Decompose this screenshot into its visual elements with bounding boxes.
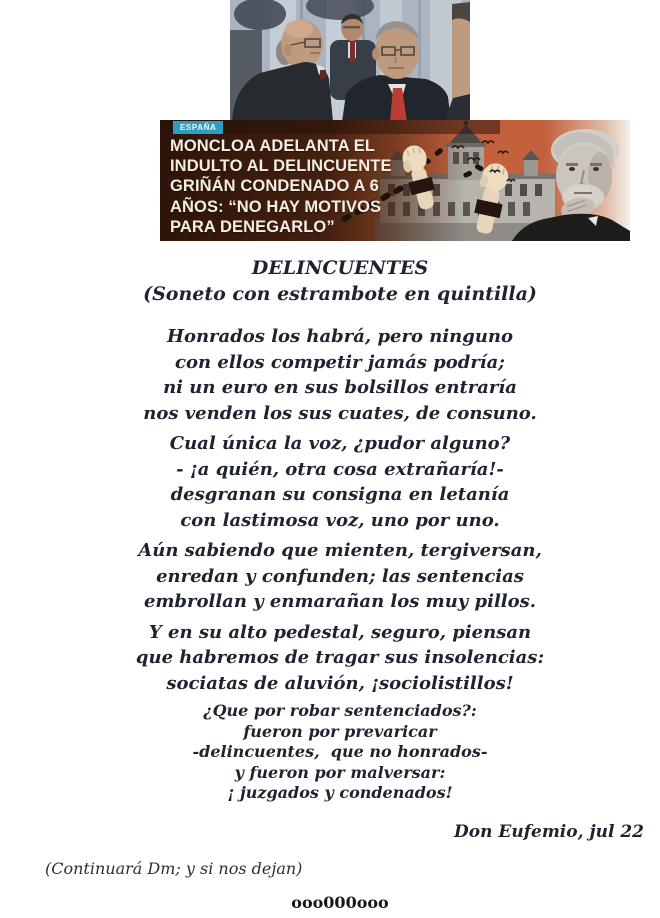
section-tag: ESPAÑA bbox=[173, 121, 223, 134]
stanza-1 bbox=[20, 324, 660, 426]
poem-line: Honrados los habrá, pero ninguno bbox=[166, 326, 514, 347]
poem-line: ¿Que por robar sentenciados?: bbox=[203, 701, 477, 720]
headline bbox=[170, 136, 420, 237]
poem-title: DELINCUENTES bbox=[251, 257, 429, 279]
poem-line: enredan y confunden; las sentencias bbox=[156, 565, 524, 587]
poem-line: Y en su alto pedestal, seguro, piensan bbox=[148, 621, 532, 643]
continuation-note: (Continuará Dm; y si nos dejan) bbox=[45, 859, 303, 878]
poem-line: que habremos de tragar sus insolencias: bbox=[135, 647, 545, 668]
poem-line: embrollan y enmarañan los muy pillos. bbox=[143, 591, 537, 612]
headline-line: AÑOS: “NO HAY MOTIVOS bbox=[170, 197, 382, 216]
stanza-3 bbox=[20, 538, 660, 615]
headline-line: PARA DENEGARLO” bbox=[170, 217, 335, 236]
news-banner bbox=[160, 120, 630, 241]
poem-line: Aún sabiendo que mienten, tergiversan, bbox=[138, 540, 542, 561]
courtroom-photo-art bbox=[230, 0, 470, 122]
poem-line: ¡ juzgados y condenados! bbox=[227, 783, 453, 802]
poem-line: con ellos competir jamás podría; bbox=[175, 351, 505, 373]
poem-line: con lastimosa voz, uno por uno. bbox=[180, 509, 500, 531]
section-separator: ooo000ooo bbox=[291, 893, 389, 912]
stanza-4 bbox=[20, 620, 660, 697]
poem-line: - ¡a quién, otra cosa extrañaría!- bbox=[176, 458, 504, 480]
poem-line: ni un euro en sus bolsillos entraría bbox=[163, 377, 517, 398]
poem-line: fueron por prevaricar bbox=[243, 721, 437, 741]
poem-line: sociatas de aluvión, ¡sociolistillos! bbox=[166, 672, 514, 694]
poem-line: nos venden los sus cuates, de consuno. bbox=[143, 402, 537, 424]
poem bbox=[20, 255, 660, 845]
headline-line: MONCLOA ADELANTA EL bbox=[170, 137, 376, 155]
stanza-2 bbox=[20, 431, 660, 533]
headline-line: INDULTO AL DELINCUENTE bbox=[170, 157, 392, 176]
poem-line: Cual única la voz, ¿pudor alguno? bbox=[169, 433, 511, 454]
poem-signature: Don Eufemio, jul 22 bbox=[454, 821, 644, 842]
stanza-5 bbox=[20, 701, 660, 804]
headline-line: GRIÑÁN CONDENADO A 6 bbox=[170, 177, 379, 196]
poem-line: y fueron por malversar: bbox=[234, 762, 446, 782]
courtroom-photo bbox=[230, 0, 470, 122]
poem-subtitle: (Soneto con estrambote en quintilla) bbox=[143, 283, 537, 305]
poem-line: desgranan su consigna en letanía bbox=[170, 484, 510, 505]
poem-line: -delincuentes, que no honrados- bbox=[192, 742, 488, 761]
